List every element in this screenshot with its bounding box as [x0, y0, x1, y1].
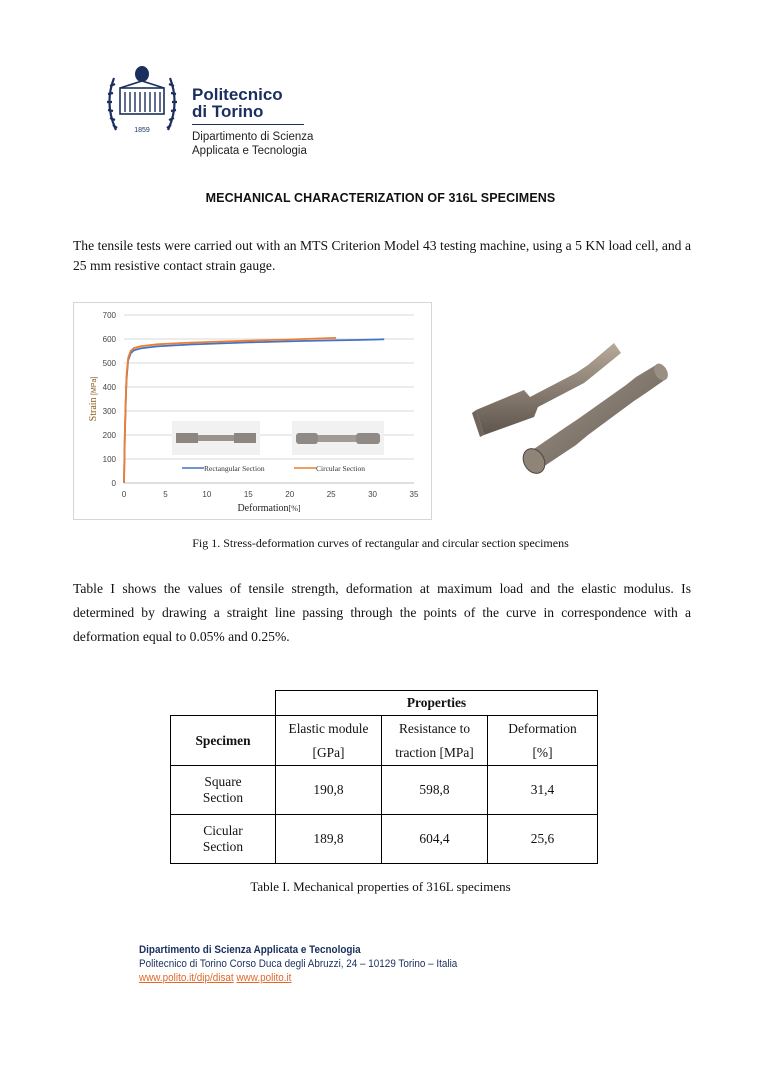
body-paragraph: Table I shows the values of tensile strength, deformation at maximum load and the elastic modulus. Is determined by drawing a straight line passing through the points of the curve in correspondence with a deformation equal to 0.05% and 0.25%.	[73, 581, 691, 644]
inset-circular-specimen-grip	[296, 433, 318, 444]
y-axis-title: Strain [MPa]	[88, 376, 99, 422]
table-cell-modulus: 189,8	[276, 815, 382, 864]
legend-label: Circular Section	[316, 464, 365, 473]
institution-name-line1: Politecnico	[192, 85, 283, 104]
footer-link-polito[interactable]: www.polito.it	[236, 972, 292, 984]
stress-deformation-chart	[74, 303, 431, 519]
x-tick-label: 5	[163, 490, 168, 499]
department-line2: Applicata e Tecnologia	[192, 145, 307, 157]
figure-caption: Fig 1. Stress-deformation curves of rectangular and circular section specimens	[192, 536, 569, 550]
y-tick-label: 200	[102, 431, 116, 440]
x-tick-label: 15	[243, 490, 253, 499]
table-cell-deformation: 25,6	[488, 815, 598, 864]
series-line-circular	[124, 338, 336, 483]
legend-label: Rectangular Section	[204, 464, 265, 473]
y-tick-label: 600	[102, 335, 116, 344]
x-tick-label: 10	[202, 490, 212, 499]
table-cell-specimen: Cicular Section	[171, 815, 276, 864]
table-cell-specimen: Square Section	[171, 766, 276, 815]
table-cell-deformation: 31,4	[488, 766, 598, 815]
table-group-header: Properties	[276, 691, 598, 716]
inset-rectangular-specimen-gauge	[198, 435, 234, 441]
specimens-photo	[466, 335, 676, 475]
chart-frame	[73, 302, 432, 520]
x-axis-title: Deformation[%]	[237, 503, 301, 514]
footer-address: Politecnico di Torino Corso Duca degli Abruzzi, 24 – 10129 Torino – Italia	[139, 958, 458, 970]
table-row	[171, 766, 598, 815]
table-header-deformation: Deformation [%]	[488, 716, 598, 766]
x-tick-label: 30	[368, 490, 378, 499]
y-tick-label: 700	[102, 311, 116, 320]
table-cell-resistance: 604,4	[382, 815, 488, 864]
department-line1: Dipartimento di Scienza	[192, 131, 314, 143]
inset-rectangular-specimen-grip	[176, 433, 198, 443]
x-tick-label: 20	[285, 490, 295, 499]
y-tick-label: 0	[111, 479, 116, 488]
intro-paragraph: The tensile tests were carried out with an MTS Criterion Model 43 testing machine, using a 5 KN load cell, and a 25 mm resistive contact strain gauge.	[73, 238, 691, 273]
y-tick-label: 400	[102, 383, 116, 392]
properties-table	[170, 690, 598, 864]
institution-name-line2: di Torino	[192, 102, 264, 121]
table-header-resistance: Resistance to traction [MPa]	[382, 716, 488, 766]
footer-link-disat[interactable]: www.polito.it/dip/disat	[139, 972, 234, 984]
x-tick-label: 25	[326, 490, 336, 499]
circular-specimen	[519, 361, 671, 475]
inset-rectangular-specimen-grip	[234, 433, 256, 443]
table-cell-resistance: 598,8	[382, 766, 488, 815]
table-specimen-header: Specimen	[171, 716, 276, 766]
y-tick-label: 300	[102, 407, 116, 416]
svg-text:1859: 1859	[134, 127, 150, 134]
table-cell-modulus: 190,8	[276, 766, 382, 815]
footer-department: Dipartimento di Scienza Applicata e Tecnologia	[139, 944, 361, 956]
table-empty-corner	[171, 691, 276, 716]
inset-circular-specimen-grip	[356, 433, 380, 444]
y-tick-label: 100	[102, 455, 116, 464]
table-caption: Table I. Mechanical properties of 316L specimens	[250, 879, 511, 894]
inset-circular-specimen-gauge	[318, 435, 356, 442]
header-divider	[192, 124, 304, 125]
university-seal-logo	[100, 64, 184, 144]
x-tick-label: 0	[121, 490, 127, 499]
table-header-modulus: Elastic module [GPa]	[276, 716, 382, 766]
table-row	[171, 815, 598, 864]
footer-links	[139, 972, 291, 985]
document-title: MECHANICAL CHARACTERIZATION OF 316L SPECIMENS	[205, 191, 556, 205]
x-tick-label: 35	[409, 490, 419, 499]
y-tick-label: 500	[102, 359, 116, 368]
